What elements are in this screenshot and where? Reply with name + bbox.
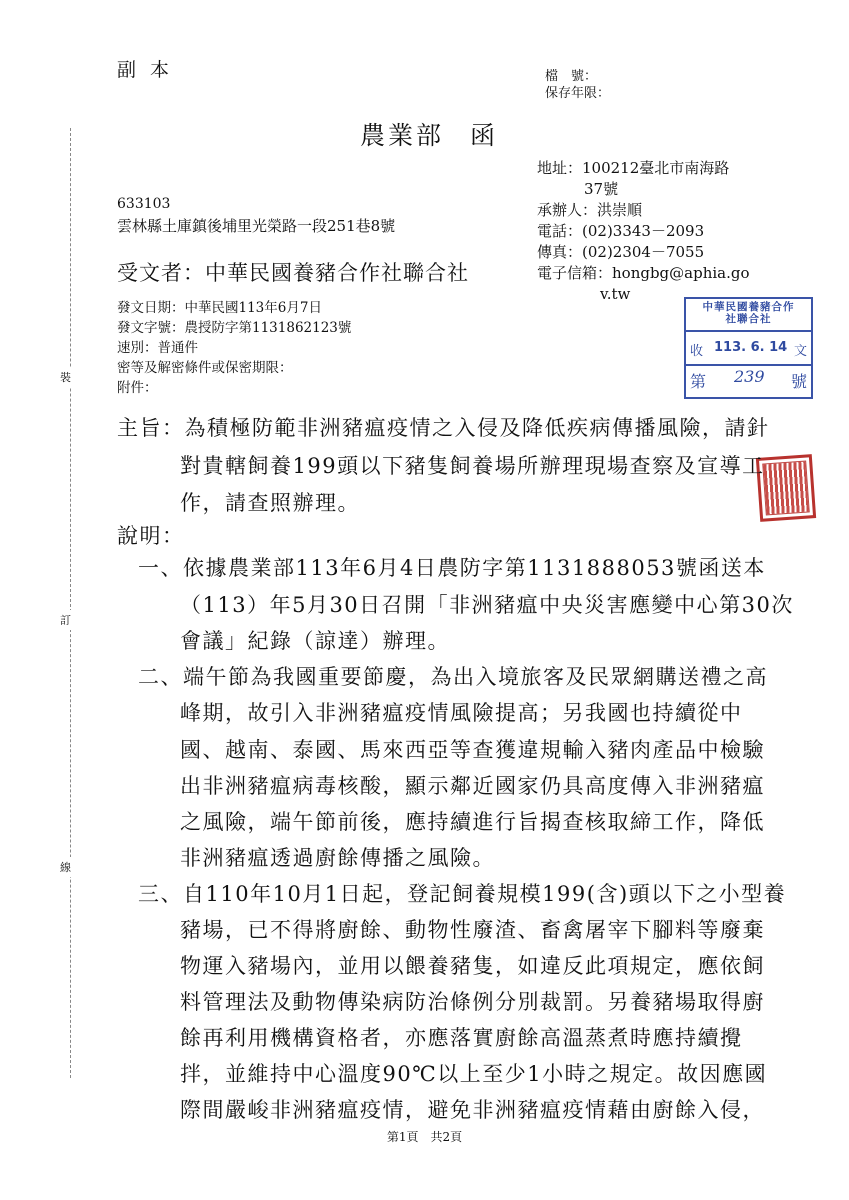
- issue-date: 發文日期：中華民國113年6月7日: [117, 300, 322, 316]
- item2-line-3: 國、越南、泰國、馬來西亞等查獲違規輸入豬肉產品中檢驗: [180, 738, 765, 762]
- item3-line-7: 際間嚴峻非洲豬瘟疫情，避免非洲豬瘟疫情藉由廚餘入侵，: [180, 1098, 765, 1122]
- received-stamp: [684, 297, 813, 399]
- attachments: 附件：: [117, 380, 158, 396]
- item2-line-1: 二、端午節為我國重要節慶，為出入境旅客及民眾網購送禮之高: [138, 665, 768, 689]
- stamp-receive-char: 收: [690, 344, 704, 359]
- title-organization: 農業部: [360, 121, 445, 150]
- item2-line-6: 非洲豬瘟透過廚餘傳播之風險。: [180, 846, 495, 870]
- phone-number: 電話：(02)3343－2093: [537, 222, 705, 240]
- official-seal-icon: [756, 454, 816, 522]
- item2-line-5: 之風險，端午節前後，應持續進行旨揭查核取締工作，降低: [180, 810, 765, 834]
- item3-line-3: 物運入豬場內，並用以餵養豬隻，如違反此項規定，應依飼: [180, 954, 765, 978]
- stamp-number: 239: [734, 367, 765, 386]
- binding-dashed-line: [70, 128, 71, 1078]
- document-meta: [117, 298, 351, 398]
- stamp-date-row: [686, 330, 811, 366]
- stamp-organization-text: 中華民國養豬合作社聯合社: [702, 301, 795, 325]
- sender-address-line1: 地址：100212臺北市南海路: [537, 159, 730, 177]
- recipient-zip: 633103: [117, 196, 171, 212]
- title-doc-type: 函: [470, 121, 499, 150]
- item1-line-3: 會議」紀錄（諒達）辦理。: [180, 629, 450, 653]
- explanation-label: 說明：: [117, 524, 185, 548]
- secrecy-level: 密等及解密條件或保密期限：: [117, 360, 293, 376]
- binding-mark-xian: 線: [60, 857, 71, 877]
- stamp-no-suffix: 號: [790, 372, 807, 391]
- document-title: [360, 116, 498, 152]
- delivery-speed: 速別：普通件: [117, 340, 198, 356]
- binding-mark-zhuang: 裝: [60, 367, 71, 387]
- fax-number: 傳真：(02)2304－7055: [537, 243, 705, 261]
- handler-name: 承辦人：洪崇順: [537, 201, 643, 219]
- item2-line-4: 出非洲豬瘟病毒核酸，顯示鄰近國家仍具高度傳入非洲豬瘟: [180, 774, 765, 798]
- archive-info: [545, 68, 610, 102]
- page-footer: 第1頁 共2頁: [386, 1130, 463, 1144]
- subject-line-1: 主旨：為積極防範非洲豬瘟疫情之入侵及降低疾病傳播風險，請針: [117, 416, 770, 440]
- stamp-doc-char: 文: [793, 344, 807, 359]
- recipient-name: 受文者：中華民國養豬合作社聯合社: [117, 261, 469, 285]
- archive-number-label: 檔 號：: [545, 69, 598, 84]
- sender-contact-block: [537, 158, 750, 305]
- subject-line-3: 作，請查照辦理。: [180, 491, 360, 515]
- copy-label: 副本: [117, 59, 184, 81]
- stamp-no-prefix: 第: [690, 372, 707, 391]
- retention-period-label: 保存年限：: [545, 86, 611, 101]
- email-line1: 電子信箱：hongbg@aphia.go: [537, 264, 750, 282]
- item3-line-1: 三、自110年10月1日起，登記飼養規模199(含)頭以下之小型養: [138, 882, 787, 906]
- item1-line-2: （113）年5月30日召開「非洲豬瘟中央災害應變中心第30次: [180, 593, 794, 617]
- subject-line-2: 對貴轄飼養199頭以下豬隻飼養場所辦理現場查察及宣導工: [180, 454, 765, 478]
- document-number: 發文字號：農授防字第1131862123號: [117, 320, 352, 336]
- item3-line-2: 豬場，已不得將廚餘、動物性廢渣、畜禽屠宰下腳料等廢棄: [180, 918, 765, 942]
- item2-line-2: 峰期，故引入非洲豬瘟疫情風險提高；另我國也持續從中: [180, 701, 743, 725]
- sender-address-line2: 37號: [584, 180, 619, 198]
- item1-line-1: 一、依據農業部113年6月4日農防字第1131888053號函送本: [138, 556, 766, 580]
- stamp-date: 113. 6. 14: [714, 340, 788, 355]
- recipient-address: 雲林縣土庫鎮後埔里光榮路一段251巷8號: [117, 217, 396, 235]
- item3-line-5: 餘再利用機構資格者，亦應落實廚餘高溫蒸煮時應持續攪: [180, 1026, 743, 1050]
- binding-mark-ding: 訂: [60, 610, 71, 630]
- email-line2: v.tw: [600, 285, 631, 303]
- stamp-organization: [686, 301, 811, 325]
- item3-line-6: 拌，並維持中心溫度90℃以上至少1小時之規定。故因應國: [180, 1062, 768, 1086]
- item3-line-4: 料管理法及動物傳染病防治條例分別裁罰。另養豬場取得廚: [180, 990, 765, 1014]
